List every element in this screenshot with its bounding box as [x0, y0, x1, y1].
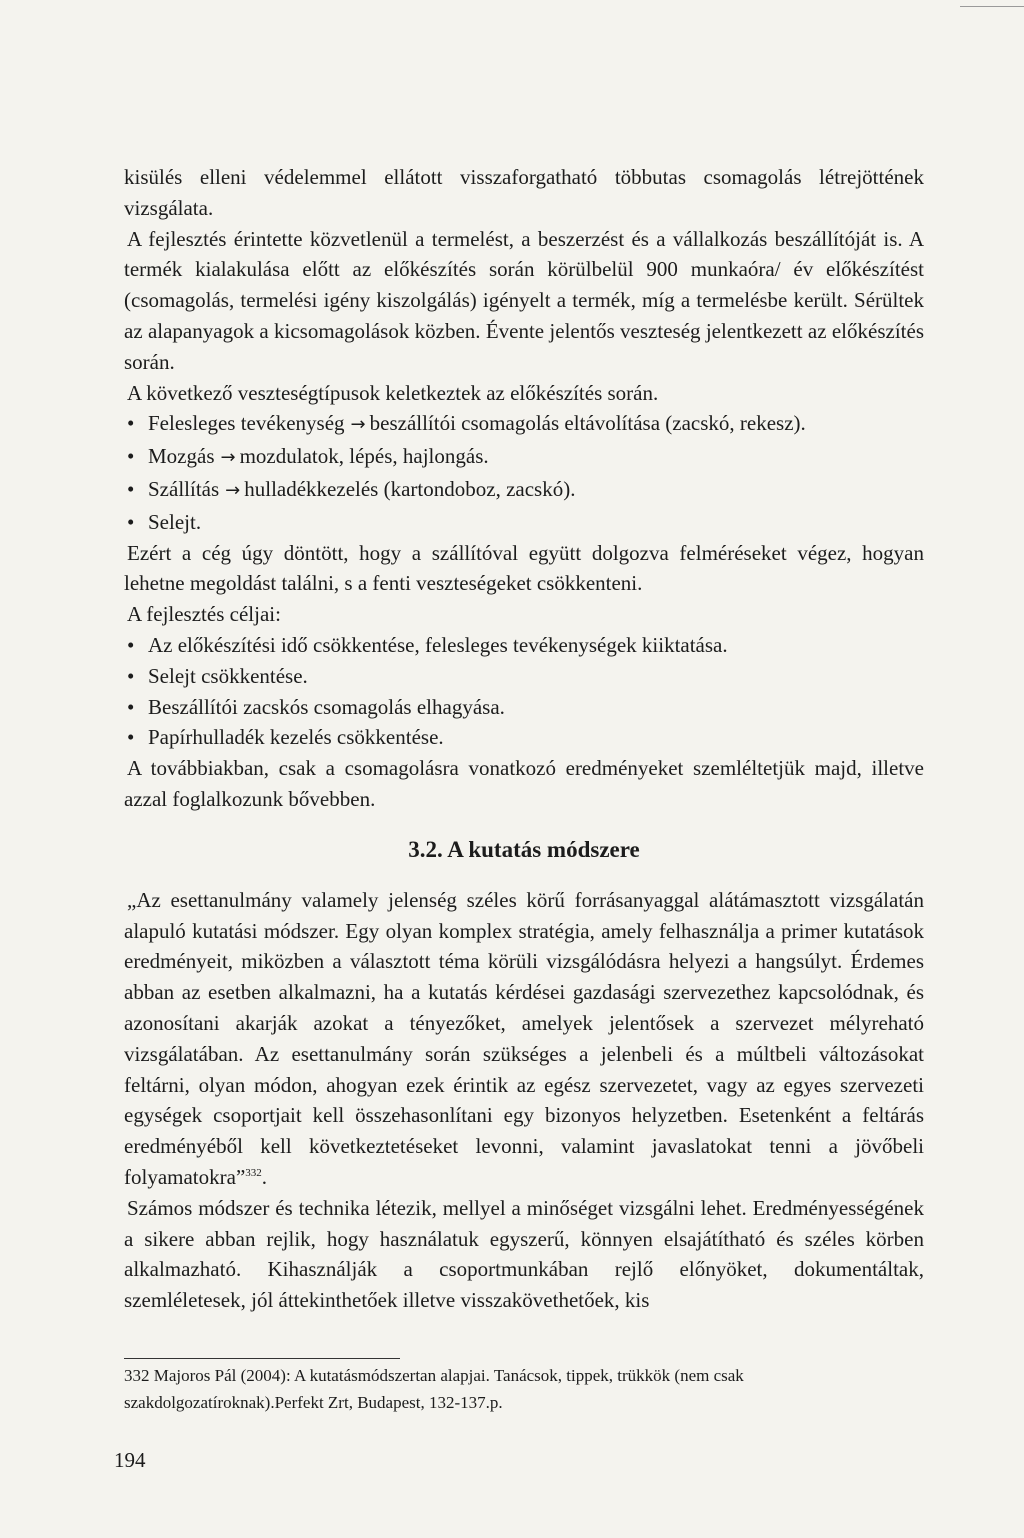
list-item: • Selejt csökkentése.	[124, 661, 924, 692]
quote-text: „Az esettanulmány valamely jelenség széles körű forrásanyaggal alátámasztott vizsgálatán alapuló kutatási módszer. Egy olyan komplex stratégia, amely felhasználja a primer kutatások eredményeit, miközben a választott téma körüli vizsgálódásra helyezi a hangsúlyt. Érdemes abban az esetben alkalmazni, ha a kutatás kérdései gazdasági szervezethez kapcsolódnak, és azonosítani akarják azokat a tényezőket, amelyek jelentősek a szervezet mélyreható vizsgálatában. Az esettanulmány során szükséges a jelenbeli és a múltbeli változásokat feltárni, olyan módon, ahogyan ezek érintik az egész szervezetet, vagy az egyes szervezeti egységek csoportjait kell összehasonlítani egy bizonyos helyzetben. Esetenként a feltárás eredményéből kell következtetéseket levonni, valamint javaslatokat tenni a jövőbeli folyamatokra”	[124, 887, 924, 1189]
quote-end: .	[261, 1164, 268, 1189]
paragraph-results: A továbbiakban, csak a csomagolásra vonatkozó eredményeket szemléltetjük majd, illetve azzal foglalkozunk bővebben.	[124, 756, 924, 811]
page-number: 194	[114, 1448, 146, 1472]
list-item: • Beszállítói zacskós csomagolás elhagyása.	[124, 692, 924, 723]
loss-detail: hulladékkezelés (kartondoboz, zacskó).	[244, 476, 576, 501]
goals-list	[124, 630, 924, 753]
arrow-icon: →	[225, 479, 241, 501]
list-item	[124, 474, 924, 507]
arrow-icon: →	[350, 414, 366, 436]
paragraph-loss-intro: A következő veszteségtípusok keletkeztek az előkészítés során.	[127, 380, 659, 405]
footnote-text: 332 Majoros Pál (2004): A kutatásmódszertan alapjai. Tanácsok, tippek, trükkök (nem csak szakdolgozatíroknak).Perfekt Zrt, Budapest, 132-137.p.	[124, 1366, 744, 1412]
list-item	[124, 507, 924, 538]
paragraph-quote	[124, 885, 924, 1193]
scan-edge-line	[960, 6, 1024, 7]
loss-detail: mozdulatok, lépés, hajlongás.	[239, 444, 489, 469]
goals-heading: A fejlesztés céljai:	[127, 602, 281, 627]
footnote-separator	[124, 1358, 400, 1359]
paragraph-development: A fejlesztés érintette közvetlenül a termelést, a beszerzést és a vállalkozás beszállítóját is. A termék kialakulása előtt az előkészítés során körülbelül 900 munkaóra/ év előkészítést (csomagolás, termelési igény kiszolgálás) igényelt a termék, míg a termelésbe került. Sérültek az alapanyagok a kicsomagolások közben. Évente jelentős veszteség jelentkezett az előkészítés során.	[124, 226, 924, 374]
list-item: • Az előkészítési idő csökkentése, felesleges tevékenységek kiiktatása.	[124, 630, 924, 661]
list-item	[124, 441, 924, 474]
paragraph-intro: kisülés elleni védelemmel ellátott visszaforgatható többutas csomagolás létrejöttének vizsgálata.	[124, 165, 924, 220]
paragraph-decision: Ezért a cég úgy döntött, hogy a szállítóval együtt dolgozva felméréseket végez, hogyan lehetne megoldást találni, s a fenti veszteségeket csökkenteni.	[124, 540, 924, 596]
loss-term: Felesleges tevékenység	[148, 411, 345, 436]
arrow-icon: →	[220, 447, 236, 469]
loss-term: Selejt.	[148, 509, 202, 534]
loss-term: Szállítás	[148, 476, 220, 501]
list-item	[124, 408, 924, 441]
loss-detail: beszállítói csomagolás eltávolítása (zacskó, rekesz).	[369, 411, 806, 436]
main-text	[124, 162, 924, 1316]
footnote-reference: 332	[245, 1166, 262, 1179]
footnote	[124, 1362, 924, 1416]
paragraph-methods: Számos módszer és technika létezik, mellyel a minőséget vizsgálni lehet. Eredményességének a sikere abban rejlik, hogy használatuk egyszerű, könnyen elsajátítható és széles körben alkalmazható. Kihasználják a csoportmunkában rejlő előnyöket, dokumentáltak, szemléletesek, jól áttekinthetőek illetve visszakövethetőek, kis	[124, 1195, 924, 1313]
section-heading: 3.2. A kutatás módszere	[408, 836, 640, 862]
loss-term: Mozgás	[148, 444, 215, 469]
list-item: • Papírhulladék kezelés csökkentése.	[124, 722, 924, 753]
loss-types-list	[124, 408, 924, 537]
